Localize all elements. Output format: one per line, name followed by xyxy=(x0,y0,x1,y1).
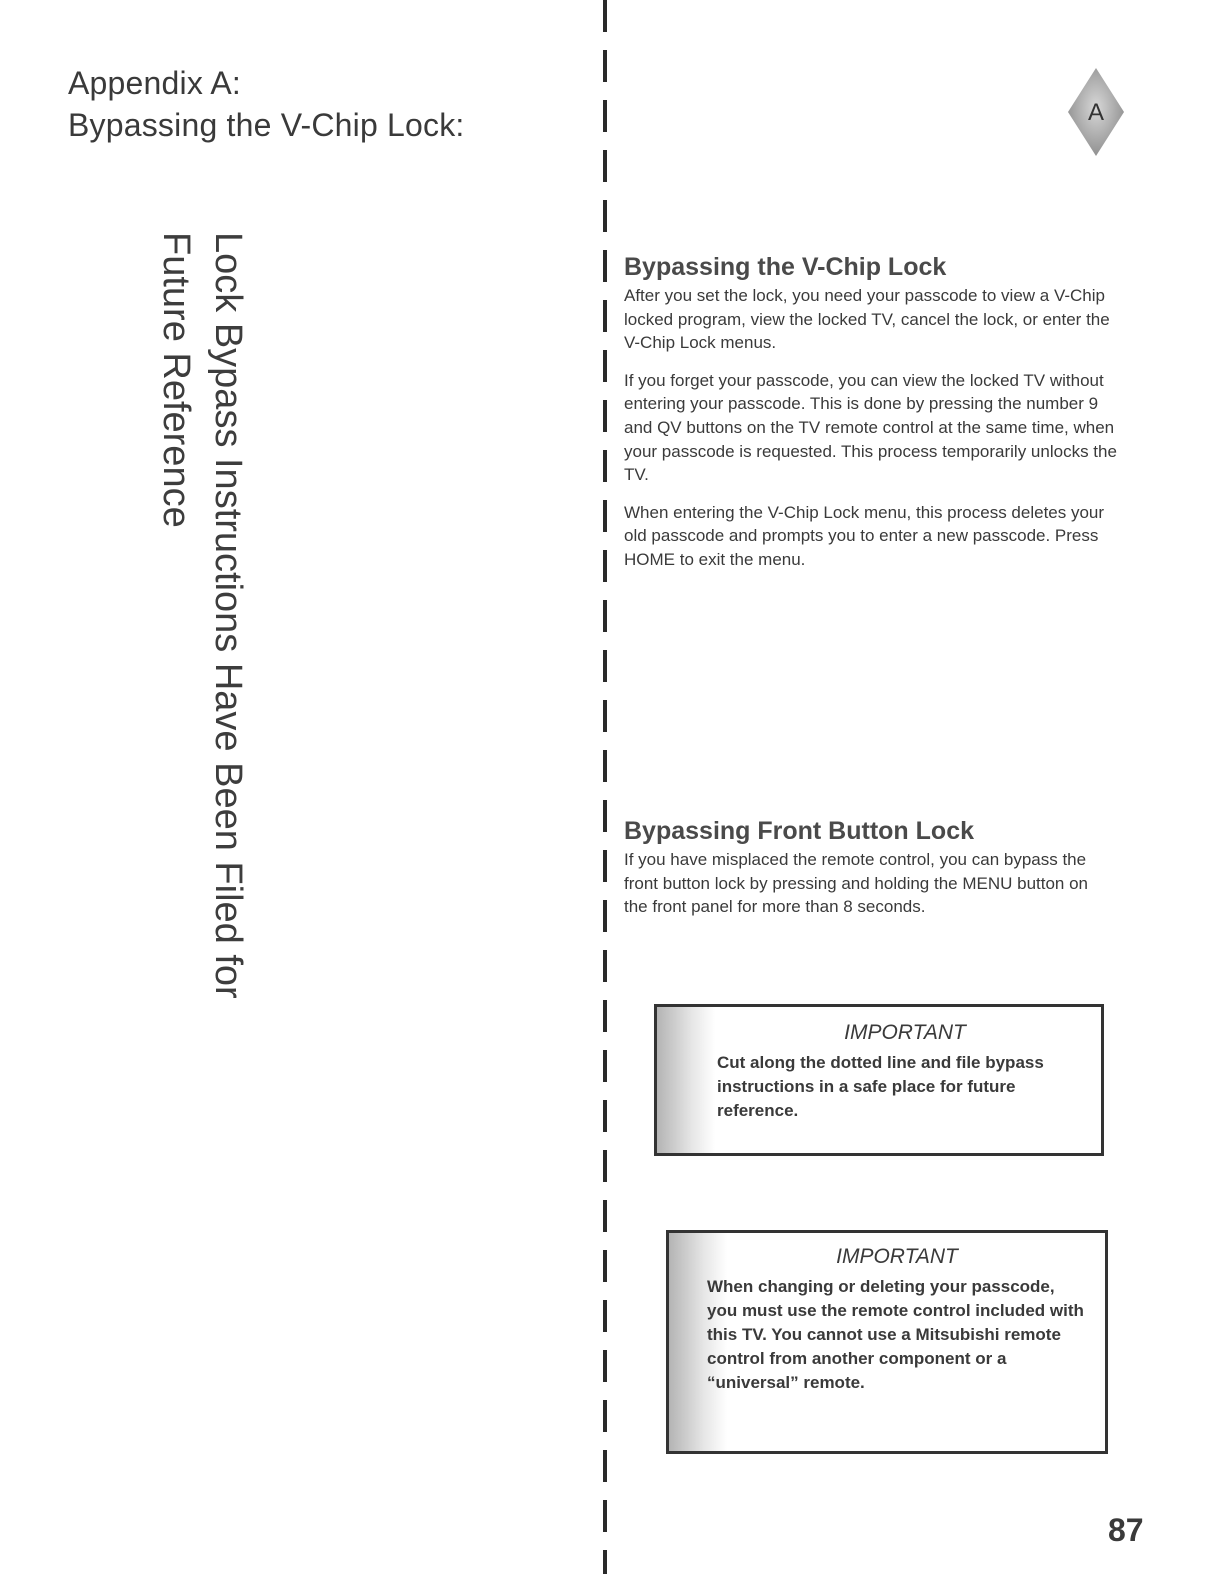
important-box-cut-line xyxy=(654,1004,1104,1156)
important-box-remote xyxy=(666,1230,1108,1454)
section-front-button-bypass xyxy=(624,816,1104,933)
paragraph: When entering the V-Chip Lock menu, this process deletes your old passcode and prompts you to enter a new passcode. Press HOME to exit the menu. xyxy=(624,502,1105,569)
page-number: 87 xyxy=(1108,1512,1144,1548)
vertical-filing-note xyxy=(150,232,254,999)
paragraph: After you set the lock, you need your passcode to view a V-Chip locked program, view the locked TV, cancel the lock, or enter the V-Chip Lock menus. xyxy=(624,286,1110,353)
badge-letter: A xyxy=(1087,99,1105,126)
paragraph: If you have misplaced the remote control, you can bypass the front button lock by pressing and holding the MENU button on the front panel for more than 8 seconds. xyxy=(624,850,1089,917)
section-heading-front-button: Bypassing Front Button Lock xyxy=(624,817,974,845)
appendix-diamond-icon xyxy=(1066,66,1126,158)
title-line-1: Appendix A: xyxy=(68,65,241,101)
important-heading: IMPORTANT xyxy=(836,1245,958,1268)
title-line-2: Bypassing the V-Chip Lock: xyxy=(68,107,465,143)
box-shading xyxy=(657,1007,715,1153)
page-title xyxy=(68,62,465,146)
section-heading-vchip: Bypassing the V-Chip Lock xyxy=(624,253,947,281)
important-heading: IMPORTANT xyxy=(844,1021,966,1044)
dotted-cut-line xyxy=(603,0,607,1574)
important-text: Cut along the dotted line and file bypass instructions in a safe place for future reference. xyxy=(717,1053,1044,1120)
paragraph: If you forget your passcode, you can view the locked TV without entering your passcode. This is done by pressing the number 9 and QV buttons on the TV remote control at the same time, when your passcode is requested. This process temporarily unlocks the TV. xyxy=(624,370,1117,485)
vertical-line-1: Lock Bypass Instructions Have Been Filed for xyxy=(207,232,249,999)
important-text: When changing or deleting your passcode, you must use the remote control included with this TV. You cannot use a Mitsubishi remote control from another component or a “universal” remote. xyxy=(707,1277,1084,1392)
vertical-line-2: Future Reference xyxy=(155,232,197,528)
section-vchip-bypass xyxy=(624,252,1124,586)
